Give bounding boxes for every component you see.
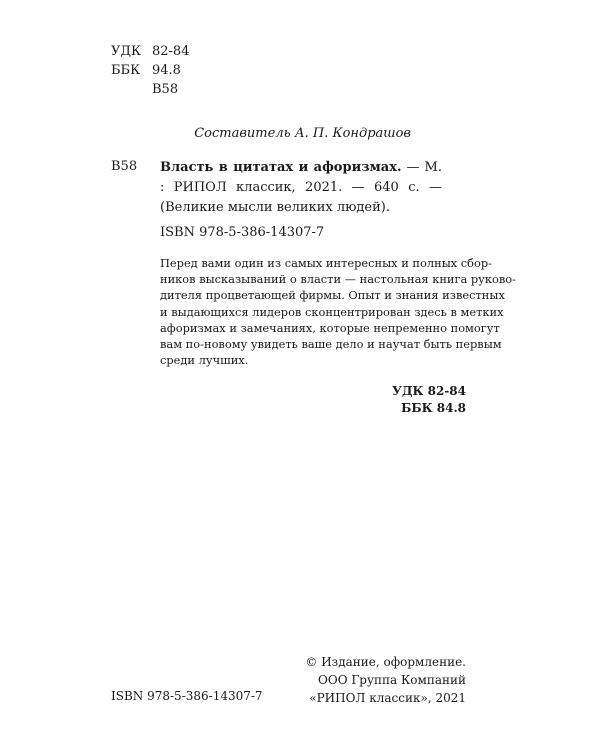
book-title: Власть в цитатах и афоризмах. <box>160 160 402 175</box>
udk-label: УДК <box>111 44 142 59</box>
annotation-line: афоризмах и замечаниях, которые непременно помогут <box>160 320 500 335</box>
annotation-line: и выдающихся лидеров сконцентрирован здесь в метких <box>160 304 504 319</box>
classification-block-right <box>380 383 466 417</box>
annotation-line: вам по-новому увидеть ваше дело и научат быть первым <box>160 336 502 351</box>
bbk-label: ББК <box>111 63 141 78</box>
copyright-line: ООО Группа Компаний <box>318 673 466 687</box>
udk-code: УДК 82-84 <box>392 384 466 398</box>
copyright-line: © Издание, оформление. <box>305 655 466 669</box>
annotation-line: дителя процветающей фирмы. Опыт и знания известных <box>160 288 505 303</box>
annotation-line: ников высказываний о власти — настольная книга руково- <box>160 272 516 287</box>
udk-value: 82-84 <box>152 44 190 59</box>
annotation-line: Перед вами один из самых интересных и полных сбор- <box>160 256 493 270</box>
annotation <box>160 255 516 368</box>
entry-author-mark: В58 <box>111 159 138 174</box>
copyright-notice <box>280 653 466 707</box>
annotation-line: среди лучших. <box>160 353 249 368</box>
bibliographic-entry <box>160 158 442 218</box>
isbn-main: ISBN 978-5-386-14307-7 <box>160 225 325 240</box>
isbn-bottom: ISBN 978-5-386-14307-7 <box>111 689 263 703</box>
compiler-credit: Составитель А. П. Кондрашов <box>194 126 411 141</box>
author-mark: В58 <box>152 82 179 97</box>
bbk-code: ББК 84.8 <box>401 401 466 415</box>
publication-details: — М. : РИПОЛ классик, 2021. — 640 с. — (Великие мысли великих людей). <box>160 160 442 215</box>
copyright-line: «РИПОЛ классик», 2021 <box>309 691 466 705</box>
bbk-value: 94.8 <box>152 63 181 78</box>
